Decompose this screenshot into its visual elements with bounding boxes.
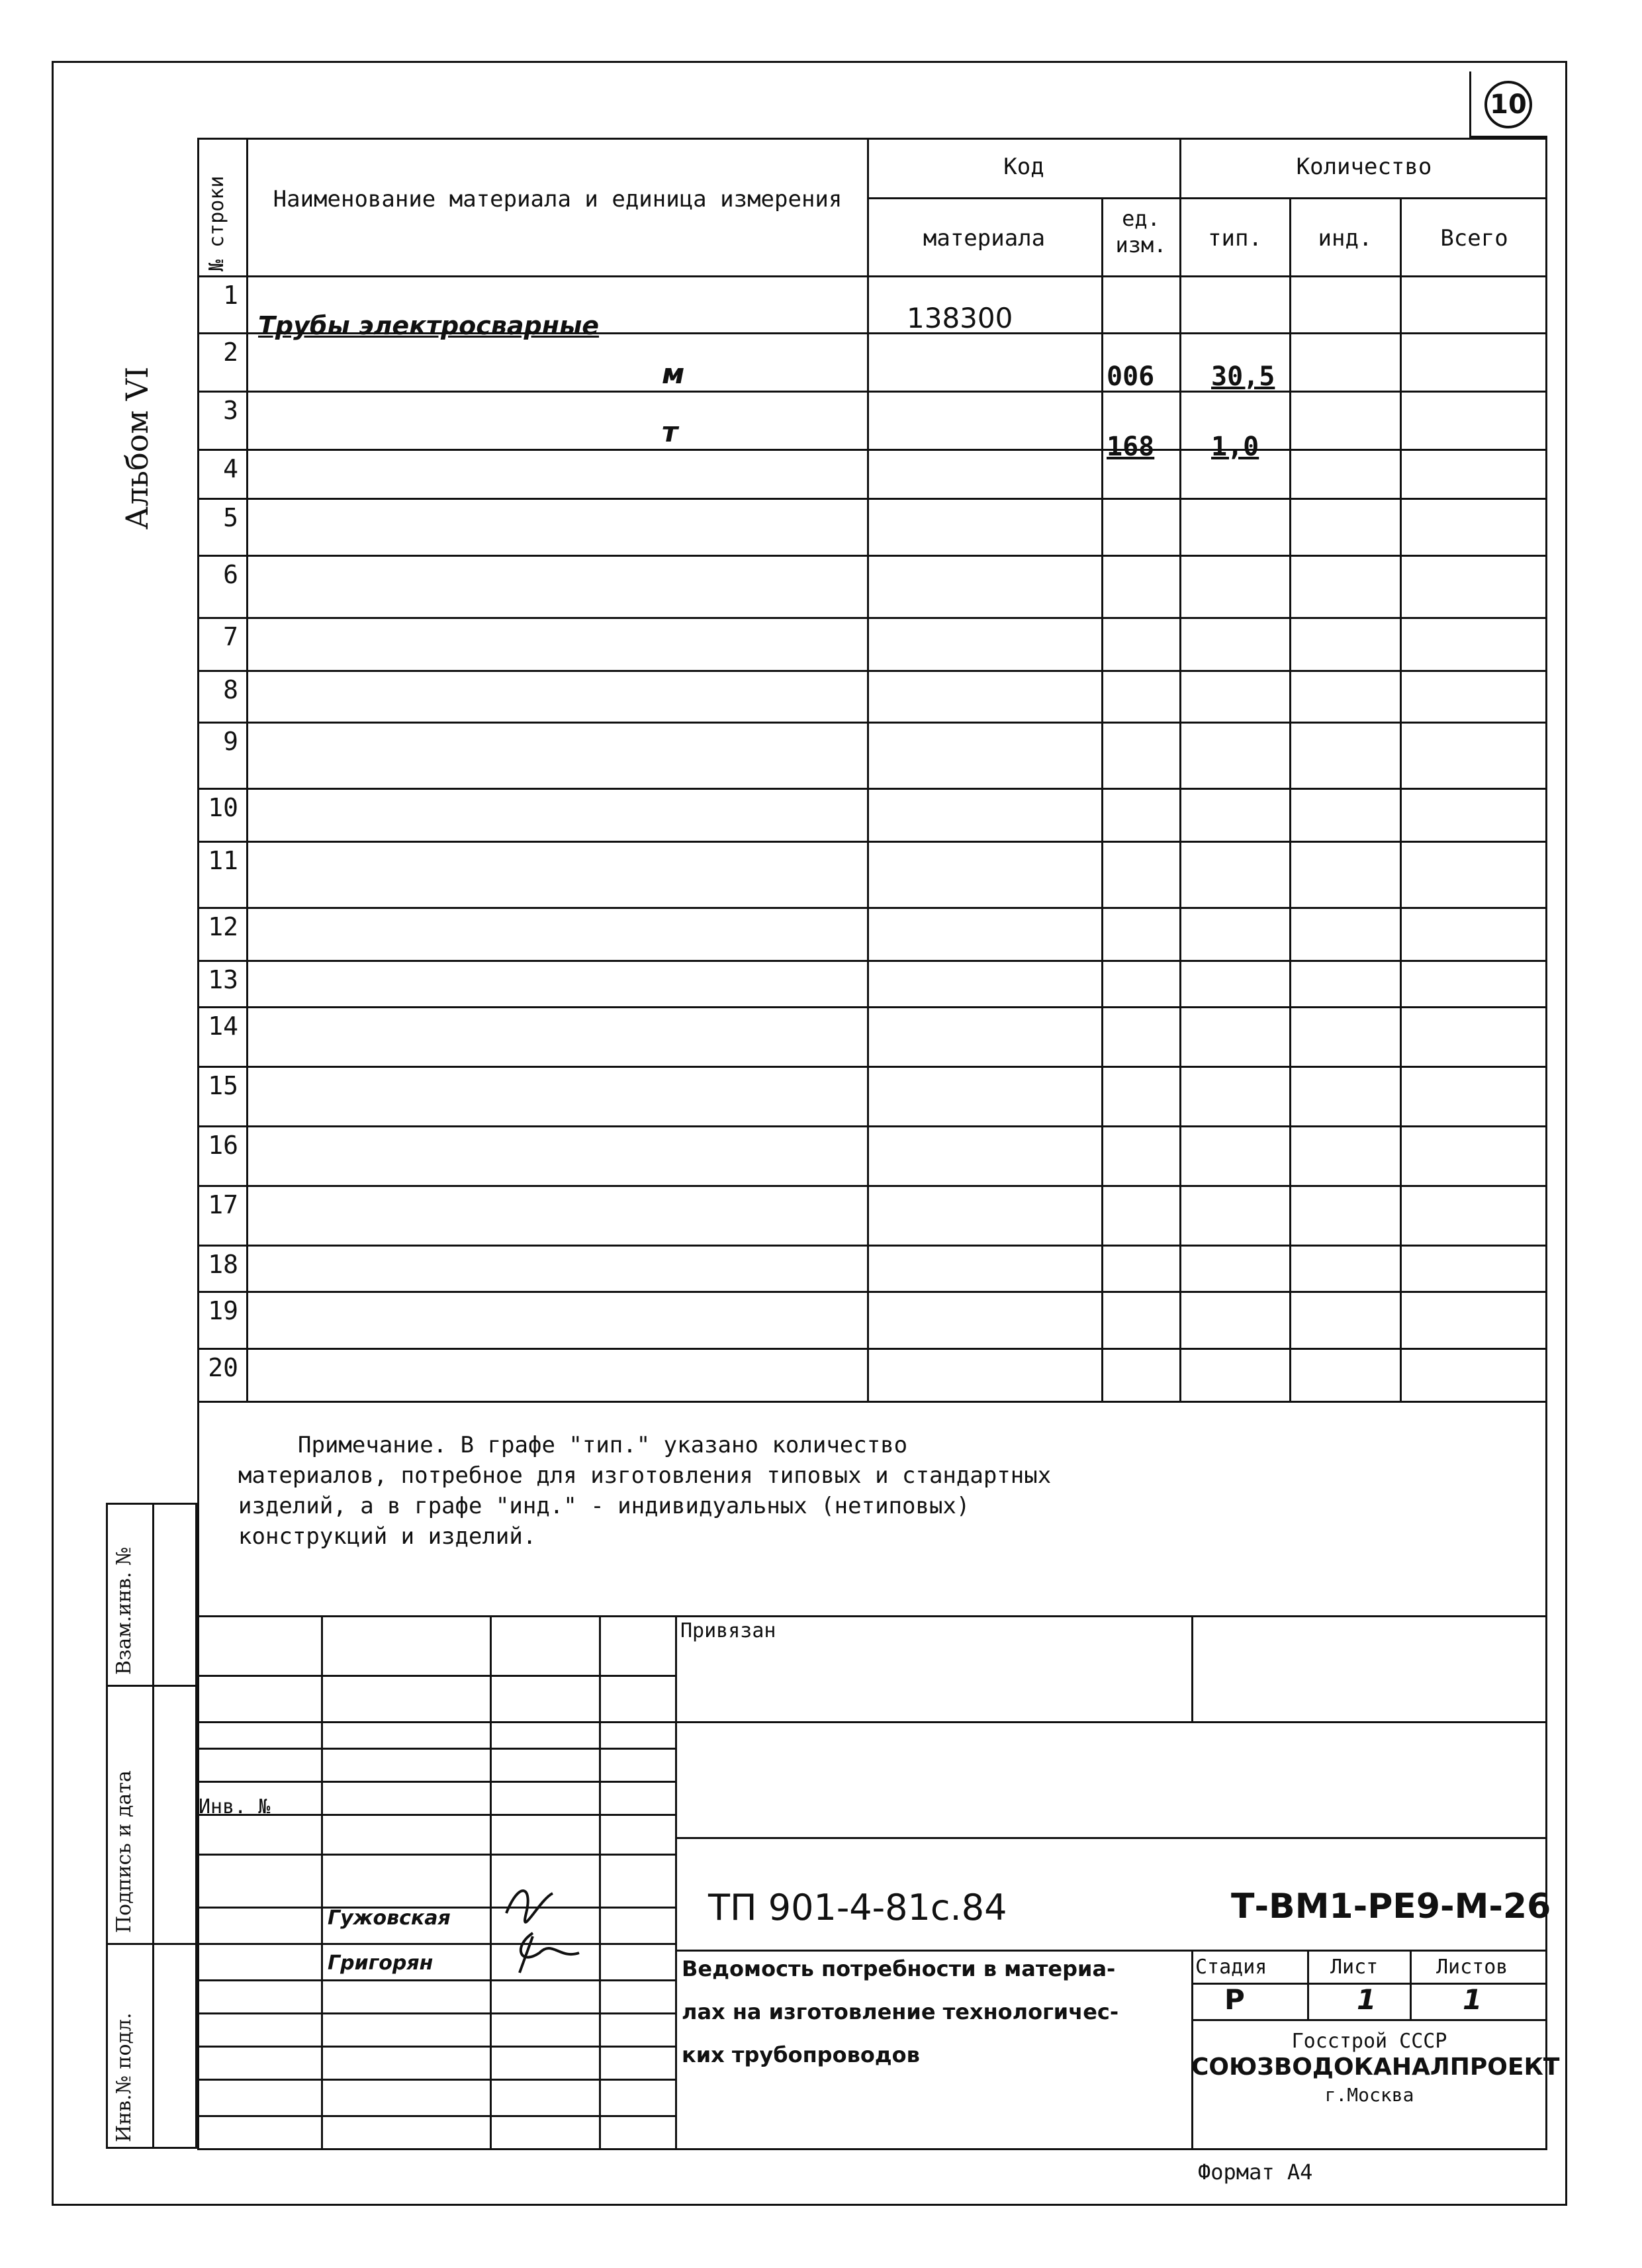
col-divider	[246, 138, 248, 1401]
signature-scribble	[493, 1873, 599, 1986]
project-code: ТП 901-4-81с.84	[708, 1887, 1007, 1928]
row-number: 15	[208, 1071, 238, 1100]
side-podpis-text: Подпись и дата	[113, 1770, 136, 1933]
header-qty-typ: тип.	[1208, 225, 1262, 252]
stamp-grid-line	[197, 1854, 675, 1856]
stamp-divider	[1410, 1950, 1412, 2019]
row-line	[197, 1245, 1547, 1247]
header-code: Код	[1003, 154, 1044, 180]
row-line	[197, 1125, 1547, 1127]
stamp-divider	[321, 1615, 323, 2149]
header-row-no	[205, 176, 228, 272]
row-line	[197, 841, 1547, 843]
row-number: 18	[208, 1250, 238, 1279]
note-bottom-line	[197, 1615, 1547, 1617]
row1-material: 138300	[907, 302, 1013, 334]
stamp-divider	[599, 1615, 601, 2149]
org-line3: г.Москва	[1324, 2084, 1414, 2106]
row-number: 1	[223, 281, 238, 310]
row-number: 8	[223, 675, 238, 704]
doc-title-line3: ких трубопроводов	[682, 2042, 920, 2067]
header-row-no-text: № строки	[205, 175, 228, 271]
doc-title-line1: Ведомость потребности в материа-	[682, 1956, 1116, 1981]
row-number: 10	[208, 793, 238, 822]
row-line	[197, 449, 1547, 451]
stamp-line	[675, 1950, 1547, 1952]
side-stamp-line	[106, 1943, 197, 1945]
note-text: Примечание. В графе "тип." указано количество материалов, потребное для изготовления типовых и стандартных изделий, а в графе "инд." - индивидуальных (нетиповых) конструкций и изделий.	[238, 1432, 1052, 1550]
stamp-grid-line	[197, 1943, 675, 1945]
header-code-unit-text: ед. изм.	[1115, 206, 1167, 258]
stamp-divider	[1307, 1950, 1309, 2019]
stage-value: Р	[1224, 1983, 1245, 2016]
row-number: 6	[223, 560, 238, 589]
row-number: 17	[208, 1190, 238, 1219]
stamp-line	[1191, 2019, 1547, 2021]
drawing-frame	[197, 138, 1560, 2150]
sheets-label: Листов	[1436, 1956, 1508, 1979]
side-vzam	[113, 1546, 136, 1675]
row3-typ: 1,0	[1211, 432, 1259, 462]
row-number: 4	[223, 454, 238, 483]
row-line	[197, 391, 1547, 393]
stamp-grid-line	[197, 1979, 675, 1981]
row-line	[197, 1006, 1547, 1008]
side-podpis	[113, 1770, 136, 1933]
row-line	[197, 498, 1547, 500]
stamp-grid-line	[197, 2046, 675, 2048]
header-mid-line	[867, 197, 1547, 199]
signature-stroke	[506, 1891, 579, 1973]
row3-name: т	[662, 416, 678, 448]
album-label-text: Альбом VI	[119, 366, 155, 530]
stamp-grid-line	[197, 1721, 675, 1723]
row-line	[197, 670, 1547, 672]
stamp-divider	[490, 1615, 492, 2149]
col-divider	[1101, 197, 1103, 1401]
row-number: 12	[208, 912, 238, 941]
row-number: 7	[223, 622, 238, 651]
side-vzam-text: Взам.инв. №	[113, 1546, 136, 1675]
doc-code: Т-ВМ1-РЕ9-М-26	[1231, 1887, 1551, 1926]
row2-name: м	[662, 357, 685, 390]
header-name-text: Наименование материала и единица измерения	[273, 186, 843, 213]
signer2: Григорян	[328, 1952, 433, 1975]
header-qty-total: Всего	[1440, 225, 1508, 252]
row1-name: Трубы электросварные	[258, 311, 600, 340]
row2-unit: 006	[1107, 361, 1155, 392]
header-quantity: Количество	[1296, 154, 1432, 180]
stamp-line	[675, 1721, 1547, 1723]
row-line	[197, 1185, 1547, 1187]
side-inv	[113, 2012, 136, 2142]
row-number: 5	[223, 503, 238, 532]
album-label	[119, 367, 155, 530]
row-number: 11	[208, 846, 238, 875]
row-number: 14	[208, 1012, 238, 1041]
privyazan-label: Привязан	[680, 1619, 776, 1642]
sheet-value: 1	[1357, 1983, 1377, 2016]
stamp-grid-line	[197, 2115, 675, 2117]
col-divider	[1179, 138, 1181, 1401]
sheet-number: 10	[1484, 81, 1532, 128]
row-line	[197, 1291, 1547, 1293]
side-inv-text: Инв.№ подл.	[113, 2012, 136, 2142]
format-label: Формат А4	[1198, 2159, 1313, 2185]
side-stamp-divider	[152, 1503, 154, 2149]
col-divider	[1400, 197, 1402, 1401]
row-number: 2	[223, 338, 238, 367]
header-bottom-line	[197, 275, 1547, 277]
row-number: 13	[208, 965, 238, 994]
sheets-value: 1	[1463, 1983, 1482, 2016]
doc-title-line2: лах на изготовление технологичес-	[682, 1999, 1119, 2024]
header-qty-ind: инд.	[1318, 225, 1373, 252]
inv-no-label: Инв. №	[199, 1795, 271, 1819]
row-number: 9	[223, 727, 238, 756]
row-line	[197, 1066, 1547, 1068]
sheet-label: Лист	[1330, 1956, 1379, 1979]
row-line	[197, 1401, 1547, 1403]
stamp-grid-line	[197, 1781, 675, 1783]
stamp-grid-line	[197, 2012, 675, 2014]
row-number: 20	[208, 1353, 238, 1382]
stage-label: Стадия	[1195, 1956, 1267, 1979]
org-line2: СОЮЗВОДОКАНАЛПРОЕКТ	[1191, 2054, 1560, 2081]
sheet-number-badge	[1469, 71, 1547, 138]
row2-typ: 30,5	[1211, 361, 1275, 392]
header-name	[251, 184, 864, 214]
row-number: 3	[223, 396, 238, 425]
col-divider	[867, 138, 869, 1401]
stamp-grid-line	[197, 1748, 675, 1750]
stamp-grid-line	[197, 2079, 675, 2081]
col-divider	[1289, 197, 1291, 1401]
stamp-divider	[675, 1615, 677, 2149]
row-line	[197, 722, 1547, 724]
header-code-unit	[1104, 205, 1178, 258]
row-line	[197, 617, 1547, 619]
side-stamp-line	[106, 1685, 197, 1687]
row-line	[197, 788, 1547, 790]
row-number: 16	[208, 1131, 238, 1160]
header-code-material: материала	[923, 225, 1046, 252]
row-line	[197, 555, 1547, 557]
stamp-divider	[1191, 1615, 1193, 1721]
row-line	[197, 960, 1547, 962]
stamp-grid-line	[197, 1675, 675, 1677]
org-line1: Госстрой СССР	[1291, 2030, 1447, 2053]
row3-unit: 168	[1107, 432, 1155, 462]
signer1: Гужовская	[328, 1907, 451, 1930]
row-line	[197, 1348, 1547, 1350]
stamp-line	[675, 1837, 1547, 1839]
row-line	[197, 907, 1547, 909]
row-number: 19	[208, 1296, 238, 1325]
